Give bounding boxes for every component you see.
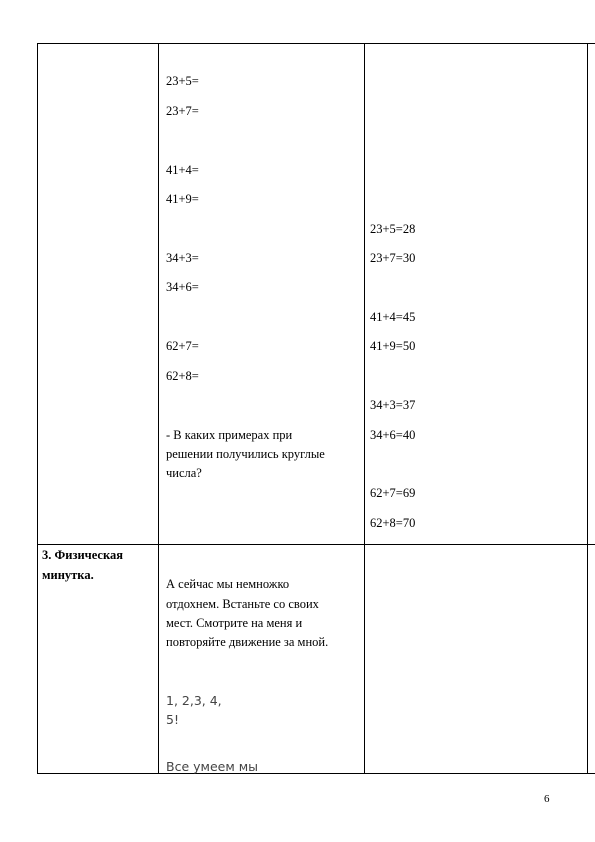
answer-3: 41+4=45 — [370, 310, 416, 324]
task-2: 23+7= — [166, 104, 199, 118]
question-line-1: - В каких примерах при — [166, 428, 293, 442]
task-6: 34+6= — [166, 280, 199, 294]
answer-8: 62+8=70 — [370, 516, 416, 530]
answer-1: 23+5=28 — [370, 222, 416, 236]
page-number: 6 — [544, 793, 550, 805]
instruction-line-2: отдохнем. Встаньте со своих — [166, 597, 319, 611]
question-line-2: решении получились круглые — [166, 447, 325, 461]
task-8: 62+8= — [166, 369, 199, 383]
answer-6: 34+6=40 — [370, 428, 416, 442]
column-border-4 — [587, 43, 588, 774]
answer-7: 62+7=69 — [370, 486, 416, 500]
count-line-1: 1, 2,3, 4, — [166, 693, 222, 708]
question-line-3: числа? — [166, 466, 202, 480]
column-border-2 — [158, 43, 159, 774]
answer-4: 41+9=50 — [370, 339, 416, 353]
instruction-line-4: повторяйте движение за мной. — [166, 635, 329, 649]
instruction-line-3: мест. Смотрите на меня и — [166, 616, 303, 630]
table-bottom-border — [37, 773, 595, 774]
answer-5: 34+3=37 — [370, 398, 416, 412]
task-1: 23+5= — [166, 74, 199, 88]
answer-2: 23+7=30 — [370, 251, 416, 265]
rhyme-line-1: Все умеем мы — [166, 759, 259, 774]
table-top-border — [37, 43, 595, 44]
stage-title-line-1: 3. Физическая — [42, 548, 123, 562]
task-3: 41+4= — [166, 163, 199, 177]
task-7: 62+7= — [166, 339, 199, 353]
task-4: 41+9= — [166, 192, 199, 206]
column-border-left — [37, 43, 38, 774]
task-5: 34+3= — [166, 251, 199, 265]
count-line-2: 5! — [166, 712, 179, 727]
column-border-3 — [364, 43, 365, 774]
instruction-line-1: А сейчас мы немножко — [166, 577, 290, 591]
stage-title-line-2: минутка. — [42, 568, 94, 582]
row-divider — [37, 544, 595, 545]
